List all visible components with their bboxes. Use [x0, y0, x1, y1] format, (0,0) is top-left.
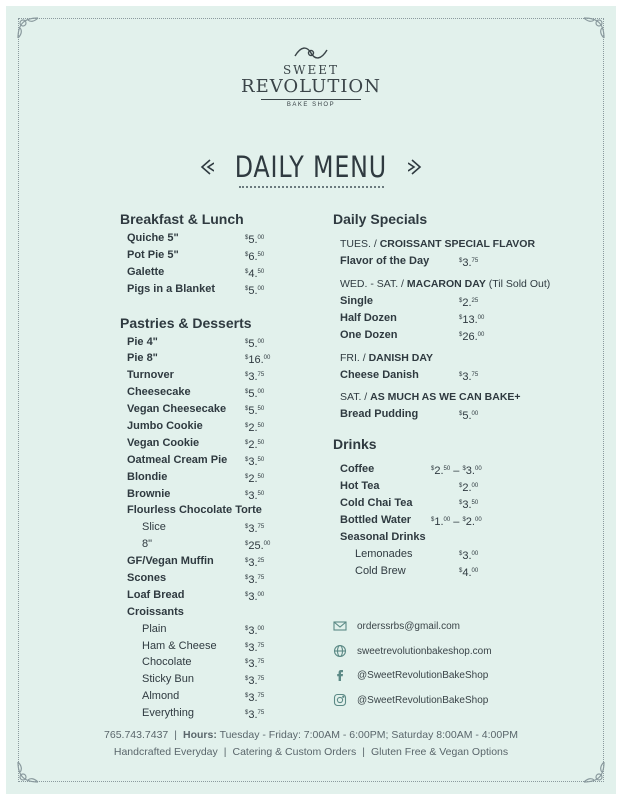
menu-item-price: $6.50 — [245, 250, 265, 263]
menu-item — [120, 367, 270, 384]
menu-item-name: Blondie — [127, 470, 168, 483]
menu-item-price: $3.75 — [245, 523, 265, 536]
menu-item — [333, 512, 513, 529]
menu-item — [120, 401, 270, 418]
menu-item — [120, 334, 270, 351]
contact-website[interactable]: sweetrevolutionbakeshop.com — [333, 643, 553, 668]
footer-services: Handcrafted Everyday | Catering & Custom Orders | Gluten Free & Vegan Options — [113, 746, 509, 758]
menu-item-name: Hot Tea — [340, 480, 380, 493]
menu-item-name: One Dozen — [340, 328, 398, 341]
menu-item-name: Cold Brew — [355, 564, 406, 577]
menu-item-price: $5.00 — [245, 284, 265, 297]
menu-item-price: $5.50 — [245, 405, 265, 418]
section-title-drinks: Drinks — [333, 436, 377, 453]
menu-item — [120, 705, 270, 722]
contact-instagram[interactable]: @SweetRevolutionBakeShop — [333, 692, 553, 717]
menu-item-name: Bottled Water — [340, 514, 412, 527]
menu-item-name: Half Dozen — [340, 311, 397, 324]
menu-item-price: $3.75 — [245, 692, 265, 705]
menu-item-name: Brownie — [127, 487, 171, 500]
seasonal-drinks-heading: Seasonal Drinks — [340, 530, 426, 543]
menu-item-name: Chocolate — [142, 656, 192, 669]
footer-hours: 765.743.7437 | Hours: Tuesday - Friday: 7:00AM - 6:00PM; Saturday 8:00AM - 4:00PM — [104, 729, 518, 741]
croissants-list — [120, 621, 270, 722]
footer-phone: 765.743.7437 — [104, 729, 169, 741]
menu-item-price: $16.00 — [245, 354, 271, 367]
menu-item — [120, 384, 270, 401]
menu-item-name: Ham & Cheese — [142, 639, 217, 652]
corner-flourish-icon — [580, 14, 608, 42]
menu-item-name: 8" — [142, 538, 153, 551]
menu-item — [333, 495, 513, 512]
seasonal-drinks-list — [333, 546, 513, 580]
menu-item — [120, 570, 270, 587]
menu-item-name: Lemonades — [355, 547, 413, 560]
menu-item-price: $2.00 — [459, 482, 479, 495]
croissants-heading: Croissants — [127, 605, 184, 618]
section-title-specials: Daily Specials — [333, 211, 428, 227]
menu-item — [120, 621, 270, 638]
special-friday-list — [333, 367, 513, 384]
menu-item-price: $2.50 — [245, 422, 265, 435]
menu-item-name: Turnover — [127, 369, 174, 382]
menu-item-price: $3.75 — [245, 709, 265, 722]
menu-item — [120, 281, 270, 298]
menu-item-name: Plain — [142, 622, 167, 635]
menu-item-price: $3.75 — [245, 574, 265, 587]
menu-item — [333, 367, 513, 384]
pastries-list — [120, 334, 270, 503]
section-title-pastries: Pastries & Desserts — [120, 314, 252, 331]
envelope-icon — [333, 619, 347, 633]
special-saturday-heading: SAT. / AS MUCH AS WE CAN BAKE+ — [340, 391, 521, 404]
menu-item-price: $3.75 — [245, 675, 265, 688]
brand-logo — [0, 44, 622, 108]
left-flourish-icon — [198, 157, 214, 177]
menu-item-name: Pot Pie 5" — [127, 248, 179, 261]
menu-item — [120, 638, 270, 655]
menu-item — [120, 264, 270, 281]
menu-item-price: $3.75 — [459, 257, 479, 269]
brand-divider — [261, 99, 361, 100]
special-saturday-list — [333, 406, 513, 423]
menu-item-price: $3.50 — [459, 499, 479, 512]
menu-item-price: $3.25 — [245, 557, 265, 570]
corner-flourish-icon — [14, 758, 42, 786]
menu-item — [120, 519, 270, 536]
menu-item-price: $13.00 — [459, 313, 485, 326]
instagram-icon — [333, 693, 347, 707]
menu-item-price: $1.00 – $2.00 — [431, 516, 482, 529]
menu-item — [120, 469, 270, 486]
menu-item-price: $3.75 — [245, 641, 265, 654]
menu-item-name: GF/Vegan Muffin — [127, 555, 214, 568]
torte-heading: Flourless Chocolate Torte — [127, 504, 262, 517]
menu-item-name: Pie 8" — [127, 352, 158, 365]
menu-item-name: Coffee — [340, 463, 375, 476]
menu-item — [333, 546, 513, 563]
menu-item-name: Sticky Bun — [142, 673, 194, 686]
menu-item — [333, 310, 513, 327]
left-column — [120, 208, 270, 722]
brand-line-2: REVOLUTION — [241, 76, 381, 97]
footer-hours-label: Hours: — [182, 729, 217, 741]
special-wednesday-heading: WED. - SAT. / MACARON DAY (Til Sold Out) — [340, 277, 551, 290]
globe-icon — [333, 644, 347, 658]
menu-item-price: $4.00 — [459, 566, 479, 579]
menu-item — [120, 553, 270, 570]
menu-item — [333, 478, 513, 495]
menu-item — [120, 486, 270, 503]
menu-item — [120, 435, 270, 452]
pastries-more-list — [120, 553, 270, 604]
contact-facebook[interactable]: @SweetRevolutionBakeShop — [333, 667, 553, 692]
menu-item-name: Jumbo Cookie — [127, 420, 203, 433]
menu-item-name: Cold Chai Tea — [340, 497, 413, 510]
menu-item-price: $2.50 – $3.00 — [431, 465, 482, 478]
menu-item — [120, 654, 270, 671]
menu-item — [120, 536, 270, 553]
menu-item-name: Cheese Danish — [340, 368, 419, 381]
menu-item — [333, 406, 513, 423]
page-title: DAILY MENU — [234, 150, 388, 184]
contact-list — [333, 618, 553, 716]
menu-item — [120, 671, 270, 688]
menu-item-name: Quiche 5" — [127, 232, 179, 244]
menu-item-price: $5.00 — [245, 337, 265, 350]
menu-item-price: $3.75 — [459, 370, 479, 383]
menu-item-price: $5.00 — [459, 410, 479, 423]
menu-item — [120, 688, 270, 705]
menu-item-name: Single — [340, 294, 374, 307]
menu-item-name: Oatmeal Cream Pie — [127, 453, 228, 466]
special-wednesday-list — [333, 293, 513, 344]
menu-item-price: $26.00 — [459, 330, 485, 343]
menu-item — [120, 350, 270, 367]
brand-line-3: BAKE SHOP — [286, 102, 336, 108]
menu-item-price: $3.75 — [245, 658, 265, 671]
menu-item-price: $3.50 — [245, 455, 265, 468]
menu-item-name: Vegan Cheesecake — [127, 403, 227, 416]
right-flourish-icon — [408, 157, 424, 177]
menu-title-block — [0, 150, 622, 188]
brand-line-1: SWEET — [282, 63, 340, 77]
menu-item — [333, 461, 513, 478]
menu-item-price: $3.00 — [245, 624, 265, 637]
menu-item — [333, 293, 513, 310]
menu-item — [120, 230, 270, 247]
menu-item — [333, 253, 513, 270]
menu-item-name: Vegan Cookie — [127, 436, 200, 449]
menu-item-price: $5.00 — [245, 234, 265, 246]
menu-item-name: Everything — [142, 707, 194, 720]
menu-item-name: Slice — [142, 521, 166, 534]
breakfast-list — [120, 230, 270, 298]
menu-item-name: Almond — [142, 690, 180, 703]
menu-item — [333, 327, 513, 344]
torte-list — [120, 519, 270, 553]
menu-item-price: $4.50 — [245, 267, 265, 280]
drinks-list — [333, 461, 513, 529]
menu-item-price: $25.00 — [245, 540, 271, 553]
right-column — [333, 208, 551, 580]
special-tuesday-heading: TUES. / CROISSANT SPECIAL FLAVOR — [340, 238, 536, 250]
menu-item-price: $2.50 — [245, 472, 265, 485]
corner-flourish-icon — [14, 14, 42, 42]
corner-flourish-icon — [580, 758, 608, 786]
special-friday-heading: FRI. / DANISH DAY — [340, 351, 433, 364]
special-tuesday-list — [333, 253, 513, 270]
contact-email[interactable]: orderssrbs@gmail.com — [333, 618, 553, 643]
menu-item-price: $2.50 — [245, 438, 265, 451]
menu-item-name: Pigs in a Blanket — [127, 282, 216, 295]
menu-item-name: Bread Pudding — [340, 408, 419, 421]
menu-item — [333, 563, 513, 580]
menu-item-name: Flavor of the Day — [340, 255, 430, 267]
menu-item-name: Galette — [127, 265, 165, 278]
menu-item — [120, 418, 270, 435]
menu-item-price: $3.75 — [245, 371, 265, 384]
menu-item-price: $2.25 — [459, 296, 479, 309]
facebook-icon — [333, 668, 347, 682]
menu-item-price: $3.50 — [245, 489, 265, 502]
menu-item-name: Cheesecake — [127, 386, 191, 399]
menu-item-name: Scones — [127, 572, 167, 585]
menu-item-price: $3.00 — [459, 549, 479, 562]
swirl-icon — [291, 44, 331, 62]
footer-hours-text: Tuesday - Friday: 7:00AM - 6:00PM; Saturday 8:00AM - 4:00PM — [219, 729, 518, 741]
menu-item-price: $3.00 — [245, 590, 265, 603]
menu-item-name: Pie 4" — [127, 335, 158, 348]
menu-item — [120, 587, 270, 604]
menu-item — [120, 452, 270, 469]
menu-item — [120, 247, 270, 264]
title-underline — [239, 186, 384, 188]
menu-item-price: $5.00 — [245, 388, 265, 401]
menu-item-name: Loaf Bread — [127, 588, 185, 601]
section-title-breakfast: Breakfast & Lunch — [120, 211, 244, 227]
